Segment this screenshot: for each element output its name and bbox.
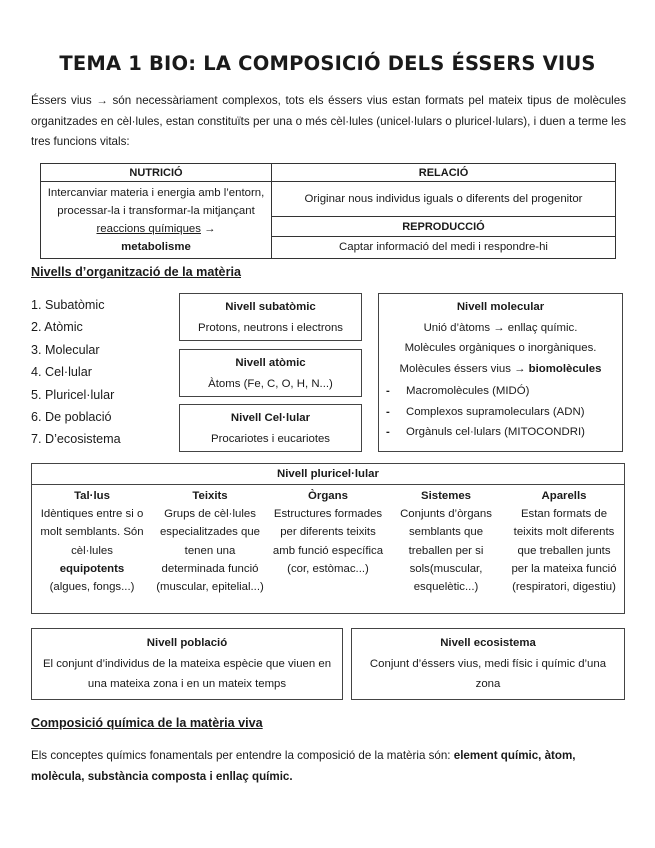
column-title: Aparells xyxy=(541,490,587,502)
item-text: Macromolècules (MIDÓ) xyxy=(406,385,530,397)
relacio-header: RELACIÓ xyxy=(272,164,616,182)
ecosystem-box xyxy=(351,628,625,700)
dash-bullet: - xyxy=(386,385,390,397)
levels-heading: Nivells d’organització de la matèria xyxy=(31,265,241,279)
subatomic-box xyxy=(179,293,362,341)
box-title: Nivell subatòmic xyxy=(225,301,316,313)
list-item: 6. De població xyxy=(31,409,112,424)
chem-paragraph xyxy=(31,745,626,787)
list-item xyxy=(379,381,622,402)
teixits-column xyxy=(154,485,266,596)
sistemes-column xyxy=(390,485,502,596)
population-box xyxy=(31,628,343,700)
item-text: Orgànuls cel·lulars (MITOCONDRI) xyxy=(406,426,585,438)
relacio-cell: Originar nous individus iguals o diferents del progenitor xyxy=(272,182,616,217)
box-text: El conjunt d’individus de la mateixa espècie que viuen en una mateixa zona i en un mateix temps xyxy=(42,657,332,690)
chem-concepts-text: element químic, àtom, molècula, substància composta i enllaç químic. xyxy=(31,749,576,783)
biomolecules-text: biomolècules xyxy=(528,362,602,375)
column-text: Grups de cèl·lules especialitzades que tenen una determinada funció (muscular, epitelial...) xyxy=(156,508,264,594)
molecular-box xyxy=(378,293,623,452)
list-item xyxy=(379,422,622,443)
list-item xyxy=(379,402,622,423)
levels-list xyxy=(31,298,121,455)
box-text: Procariotes i eucariotes xyxy=(210,432,331,445)
box-text: Protons, neutrons i electrons xyxy=(198,321,343,334)
box-title: Nivell ecosistema xyxy=(440,637,536,649)
box-title: Nivell molecular xyxy=(456,301,545,313)
column-title: Teixits xyxy=(192,490,228,502)
reproduccio-cell: Captar informació del medi i respondre-hi xyxy=(272,236,616,258)
column-title: Tal·lus xyxy=(74,490,110,502)
reproduccio-header: REPRODUCCIÓ xyxy=(272,217,616,237)
item-text: Complexos supramoleculars (ADN) xyxy=(406,405,585,418)
line-3-text: Molècules éssers vius → xyxy=(399,362,526,375)
molecular-line-1: Unió d’àtoms → enllaç químic. xyxy=(423,321,578,334)
column-text: Idèntiques entre si o molt semblants. Són cèl·lules xyxy=(40,508,144,557)
box-text: Conjunt d’éssers vius, medi físic i químic d’una zona xyxy=(369,657,607,690)
vital-functions-table xyxy=(40,163,616,259)
molecular-line-2: Molècules orgàniques o inorgàniques. xyxy=(404,342,597,354)
box-text: Àtoms (Fe, C, O, H, N...) xyxy=(208,377,333,390)
pluricellular-columns xyxy=(32,485,624,596)
nutricio-text: Intercanviar materia i energia amb l’entorn, processar-la i transformar-la mitjançant xyxy=(47,187,265,217)
list-item: 7. D’ecosistema xyxy=(31,432,121,447)
arrow-glyph: → xyxy=(204,223,216,235)
list-item: 5. Pluricel·lular xyxy=(31,387,115,402)
cellular-box xyxy=(179,404,362,452)
box-title: Nivell atòmic xyxy=(235,357,306,369)
atomic-box xyxy=(179,349,362,397)
box-title: Nivell població xyxy=(146,637,228,649)
list-item: 2. Atòmic xyxy=(31,320,83,335)
metabolisme-text: metabolisme xyxy=(121,241,191,253)
column-text: (algues, fongs...) xyxy=(49,581,135,594)
talus-column xyxy=(36,485,148,596)
aparells-column xyxy=(508,485,620,596)
chem-text: Els conceptes químics fonamentals per entendre la composició de la matèria són: xyxy=(31,749,451,762)
dash-bullet: - xyxy=(386,426,390,438)
box-title: Nivell pluricel·lular xyxy=(32,464,624,485)
equipotents-text: equipotents xyxy=(59,562,125,575)
nutricio-cell xyxy=(41,182,272,259)
page-title: TEMA 1 BIO: LA COMPOSICIÓ DELS ÉSSERS VIUS xyxy=(59,52,596,75)
list-item: 1. Subatòmic xyxy=(31,298,105,312)
organs-column xyxy=(272,485,384,596)
list-item: 4. Cel·lular xyxy=(31,365,92,380)
column-text: Conjunts d’òrgans semblants que treballen per si sols(muscular, esquelètic...) xyxy=(400,508,492,594)
column-text: Estan formats de teixits molt diferents que treballen junts per la mateixa funció (respiratori, digestiu) xyxy=(511,508,617,594)
chem-heading: Composició química de la matèria viva xyxy=(31,716,263,730)
pluricellular-box xyxy=(31,463,625,614)
column-title: Òrgans xyxy=(308,490,348,502)
nutricio-header: NUTRICIÓ xyxy=(41,164,272,182)
molecular-line-3 xyxy=(379,359,622,380)
list-item: 3. Molecular xyxy=(31,342,100,357)
column-text: Estructures formades per diferents teixits amb funció específica (cor, estòmac...) xyxy=(272,508,384,575)
column-title: Sistemes xyxy=(420,490,472,502)
reaccions-quimiques-text: reaccions químiques xyxy=(96,223,201,235)
dash-bullet: - xyxy=(386,405,390,418)
intro-paragraph: Éssers vius → són necessàriament complexos, tots els éssers vius estan formats pel mateix tipus de molècules organitzades en cèl·lules, estan constituïts per una o més cèl·lules (unicel·lulars o pluricel·lulars), i duen a terme les tres funcions vitals: xyxy=(31,94,626,148)
box-title: Nivell Cel·lular xyxy=(230,412,311,424)
